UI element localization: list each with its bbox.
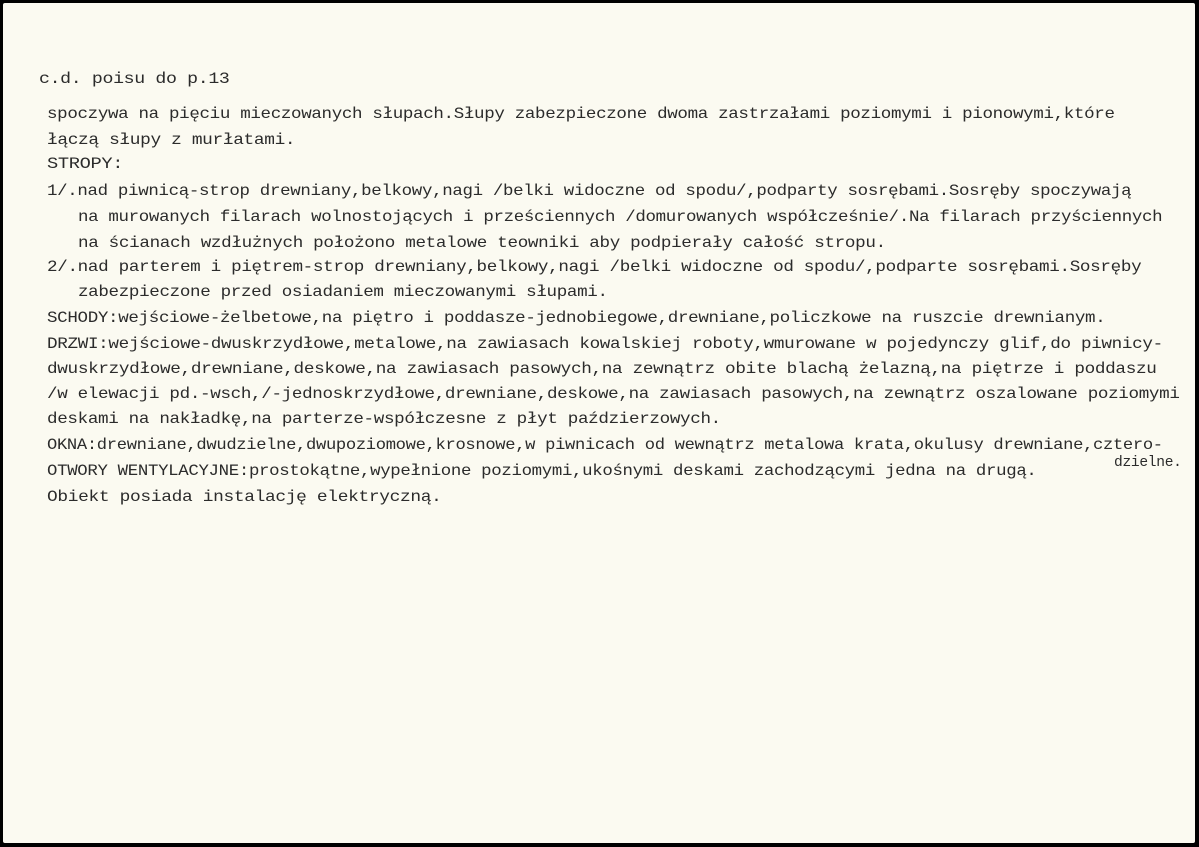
text-line: Obiekt posiada instalację elektryczną. bbox=[47, 488, 442, 506]
text-line: 2/.nad parterem i piętrem-strop drewniany,belkowy,nagi /belki widoczne od spodu/,podparte sosrębami.Sosręby bbox=[47, 258, 1142, 276]
text-line: łączą słupy z murłatami. bbox=[47, 131, 296, 149]
section-otwory-wentylacyjne: OTWORY WENTYLACYJNE:prostokątne,wypełnione poziomymi,ukośnymi deskami zachodzącymi jedna na drugą. bbox=[47, 462, 1037, 480]
section-heading-stropy: STROPY: bbox=[47, 155, 124, 173]
text-line: /w elewacji pd.-wsch,/-jednoskrzydłowe,drewniane,deskowe,na zawiasach pasowych,na zewnątrz oszalowane poziomymi bbox=[47, 385, 1180, 403]
text-line: deskami na nakładkę,na parterze-współczesne z płyt paździerzowych. bbox=[47, 410, 721, 428]
section-okna: OKNA:drewniane,dwudzielne,dwupoziomowe,krosnowe,w piwnicach od wewnątrz metalowa krata,okulusy drewniane,cztero- bbox=[47, 436, 1163, 454]
section-schody: SCHODY:wejściowe-żelbetowe,na piętro i poddasze-jednobiegowe,drewniane,policzkowe na ruszcie drewnianym. bbox=[47, 309, 1106, 327]
text-line: 1/.nad piwnicą-strop drewniany,belkowy,nagi /belki widoczne od spodu/,podparty sosrębami.Sosręby spoczywają bbox=[47, 182, 1132, 200]
text-line: dwuskrzydłowe,drewniane,deskowe,na zawiasach pasowych,na zewnątrz obite blachą żelazną,na piętrze i poddaszu bbox=[47, 360, 1157, 378]
text-line: spoczywa na pięciu mieczowanych słupach.Słupy zabezpieczone dwoma zastrzałami poziomymi i pionowymi,które bbox=[47, 105, 1115, 123]
typewritten-page bbox=[3, 3, 1195, 843]
page-header: c.d. poisu do p.13 bbox=[39, 70, 230, 88]
section-drzwi: DRZWI:wejściowe-dwuskrzydłowe,metalowe,na zawiasach kowalskiej roboty,wmurowane w pojedynczy glif,do piwnicy- bbox=[47, 335, 1163, 353]
text-line: na murowanych filarach wolnostojących i prześciennych /domurowanych współcześnie/.Na filarach przyściennych bbox=[78, 208, 1163, 226]
text-line: zabezpieczone przed osiadaniem mieczowanymi słupami. bbox=[78, 283, 608, 301]
text-line-continuation: dzielne. bbox=[1114, 454, 1182, 471]
text-line: na ścianach wzdłużnych położono metalowe teowniki aby podpierały całość stropu. bbox=[78, 234, 886, 252]
